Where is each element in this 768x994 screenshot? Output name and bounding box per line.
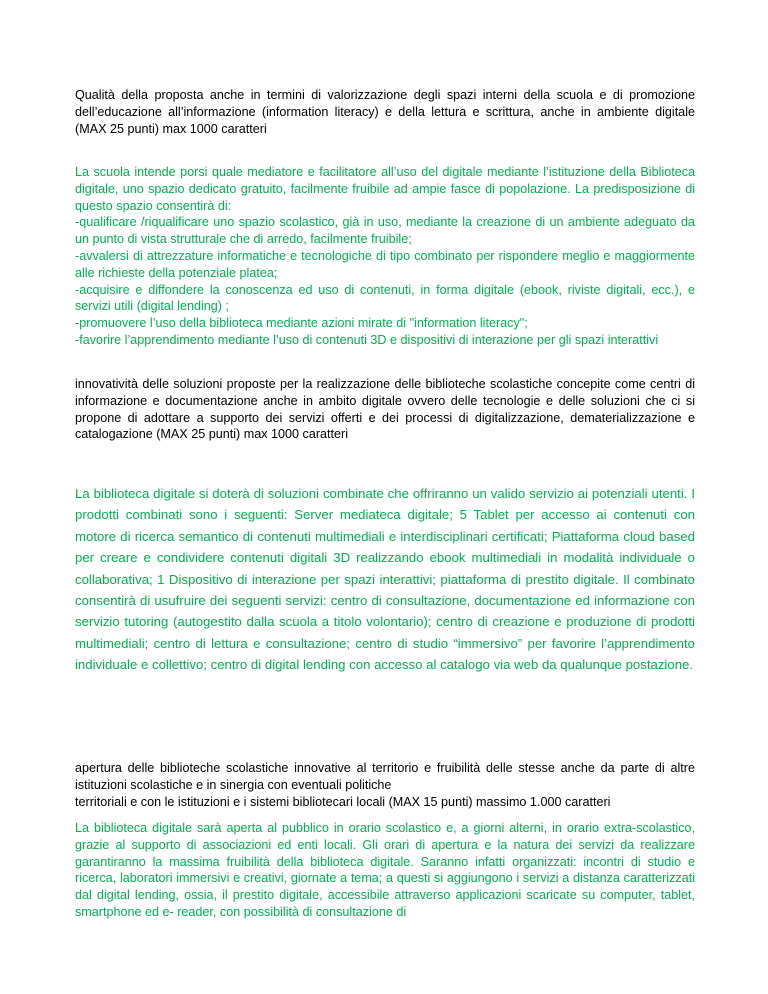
section-1-response-intro: La scuola intende porsi quale mediatore e facilitatore all’uso del digitale mediante l’istituzione della Biblioteca digitale, uno spazio dedicato gratuito, facilmente fruibile ad ampie fasce di popolazione. La predisposizione di questo spazio consentirà di: — [75, 165, 695, 213]
section-3-heading — [75, 760, 695, 810]
section-1-response-item: -qualificare /riqualificare uno spazio scolastico, già in uso, mediante la creazione di un ambiente adeguato da un punto di vista strutturale che di arredo, facilmente fruibile; — [75, 215, 695, 247]
section-2-response: La biblioteca digitale si doterà di soluzioni combinate che offriranno un valido servizio ai potenziali utenti. I prodotti combinati sono i seguenti: Server mediateca digitale; 5 Tablet per accesso ai contenuti con motore di ricerca semantico di contenuti multimediali e interdisciplinari certificati; Piattaforma cloud based per creare e condividere contenuti digitali 3D realizzando ebook multimediali in modalità individuale o collaborativa; 1 Dispositivo di interazione per spazi interattivi; piattaforma di prestito digitale. Il combinato consentirà di usufruire dei seguenti servizi: centro di consultazione, documentazione ed informazione con servizio tutoring (autogestito dalla scuola a titolo volontario); centro di creazione e produzione di prodotti multimediali; centro di lettura e consultazione; centro di studio “immersivo” per favorire l’apprendimento individuale e collettivo; centro di digital lending con accesso al catalogo via web da qualunque postazione. — [75, 486, 695, 673]
section-3-heading-line: territoriali e con le istituzioni e i sistemi bibliotecari locali (MAX 15 punti) massimo 1.000 caratteri — [75, 794, 611, 809]
section-2-heading: innovatività delle soluzioni proposte per la realizzazione delle biblioteche scolastiche concepite come centri di informazione e documentazione anche in ambito digitale ovvero delle tecnologie e delle soluzioni che ci si propone di adottare a supporto dei servizi offerti e dei processi di digitalizzazione, dematerializzazione e catalogazione (MAX 25 punti) max 1000 caratteri — [75, 377, 695, 442]
section-1-response-item: -favorire l’apprendimento mediante l’uso di contenuti 3D e dispositivi di interazione per gli spazi interattivi — [75, 332, 659, 347]
section-1-response-item: -promuovere l’uso della biblioteca mediante azioni mirate di "information literacy"; — [75, 316, 528, 331]
section-1-response — [75, 164, 695, 349]
section-3-response: La biblioteca digitale sarà aperta al pubblico in orario scolastico e, a giorni alterni, in orario extra-scolastico, grazie al supporto di associazioni ed enti locali. Gli orari di apertura e la natura dei servizi da realizzare garantiranno la massima fruibilità della biblioteca digitale. Saranno infatti organizzati: incontri di studio e ricerca, laboratori immersivi e creativi, giornate a tema; a questi si aggiungono i servizi a distanza caratterizzati dal digital lending, ossia, il prestito digitale, accessibile attraverso applicazioni scaricate su computer, tablet, smartphone ed e- reader, con possibilità di consultazione di — [75, 821, 695, 919]
section-1-response-item: -acquisire e diffondere la conoscenza ed uso di contenuti, in forma digitale (ebook, riviste digitali, ecc.), e servizi utili (digital lending) ; — [75, 282, 695, 314]
section-3-heading-line: apertura delle biblioteche scolastiche innovative al territorio e fruibilità delle stesse anche da parte di altre istituzioni scolastiche e in sinergia con eventuali politiche — [75, 761, 695, 792]
section-1-response-item: -avvalersi di attrezzature informatiche e tecnologiche di tipo combinato per rispondere meglio e maggiormente alle richieste della potenziale platea; — [75, 248, 695, 280]
section-1-heading: Qualità della proposta anche in termini di valorizzazione degli spazi interni della scuola e di promozione dell’educazione all’informazione (information literacy) e della lettura e scrittura, anche in ambiente digitale (MAX 25 punti) max 1000 caratteri — [75, 88, 695, 136]
